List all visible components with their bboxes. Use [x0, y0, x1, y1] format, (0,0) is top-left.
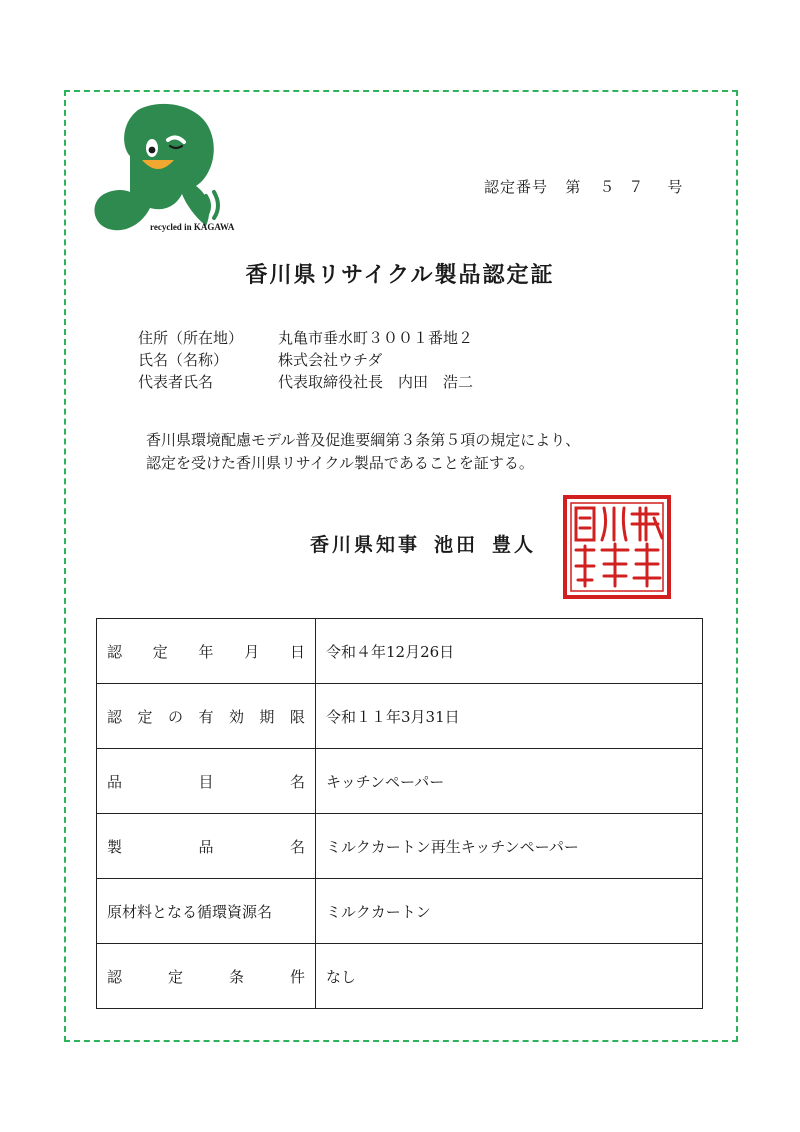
certificate-number-value: ５７: [599, 178, 658, 196]
representative-value: 代表取締役社長 内田 浩二: [278, 373, 474, 391]
name-value: 株式会社ウチダ: [278, 351, 383, 369]
representative-row: [138, 371, 473, 393]
representative-label: 代表者氏名: [138, 373, 214, 391]
certificate-number-go: 号: [667, 178, 684, 196]
validity-period-label: 認 定 の 有 効 期 限: [97, 684, 316, 749]
table-row: [97, 944, 703, 1009]
table-row: [97, 879, 703, 944]
name-label: 氏名（名称）: [138, 351, 229, 369]
logo-caption: recycled in KAGAWA: [150, 222, 235, 232]
governor-title: 香川県知事: [310, 534, 421, 556]
certificate-number: [484, 176, 683, 197]
governor-surname: 池田: [434, 534, 479, 556]
address-label: 住所（所在地）: [138, 329, 244, 347]
address-row: [138, 327, 473, 349]
official-seal-icon: [562, 494, 672, 600]
recycle-mascot-icon: [86, 96, 226, 238]
certificate-number-prefix: 認定番号: [484, 178, 549, 196]
table-row: [97, 684, 703, 749]
governor-signature: [310, 530, 536, 557]
statement-line-2: 認定を受けた香川県リサイクル製品であることを証する。: [146, 454, 534, 472]
table-row: [97, 749, 703, 814]
address-value: 丸亀市垂水町３００１番地２: [278, 329, 474, 347]
certification-conditions-value: なし: [316, 944, 703, 1009]
certification-statement: [146, 429, 580, 475]
document-title: 香川県リサイクル製品認定証: [245, 262, 555, 288]
governor-given-name: 豊人: [492, 534, 537, 556]
certification-date-label: 認 定 年 月 日: [97, 619, 316, 684]
product-name-value: ミルクカートン再生キッチンペーパー: [316, 814, 703, 879]
item-name-value: キッチンペーパー: [316, 749, 703, 814]
validity-period-value: 令和１１年3月31日: [316, 684, 703, 749]
name-row: [138, 349, 473, 371]
certificate-number-dai: 第: [565, 178, 582, 196]
details-table: [96, 618, 703, 1009]
raw-material-value: ミルクカートン: [316, 879, 703, 944]
applicant-info: [138, 327, 473, 393]
table-row: [97, 814, 703, 879]
raw-material-label: 原材料となる循環資源名: [97, 879, 316, 944]
item-name-label: 品 目 名: [97, 749, 316, 814]
certification-conditions-label: 認 定 条 件: [97, 944, 316, 1009]
product-name-label: 製 品 名: [97, 814, 316, 879]
statement-line-1: 香川県環境配慮モデル普及促進要綱第３条第５項の規定により、: [146, 431, 581, 449]
table-row: [97, 619, 703, 684]
certification-date-value: 令和４年12月26日: [316, 619, 703, 684]
